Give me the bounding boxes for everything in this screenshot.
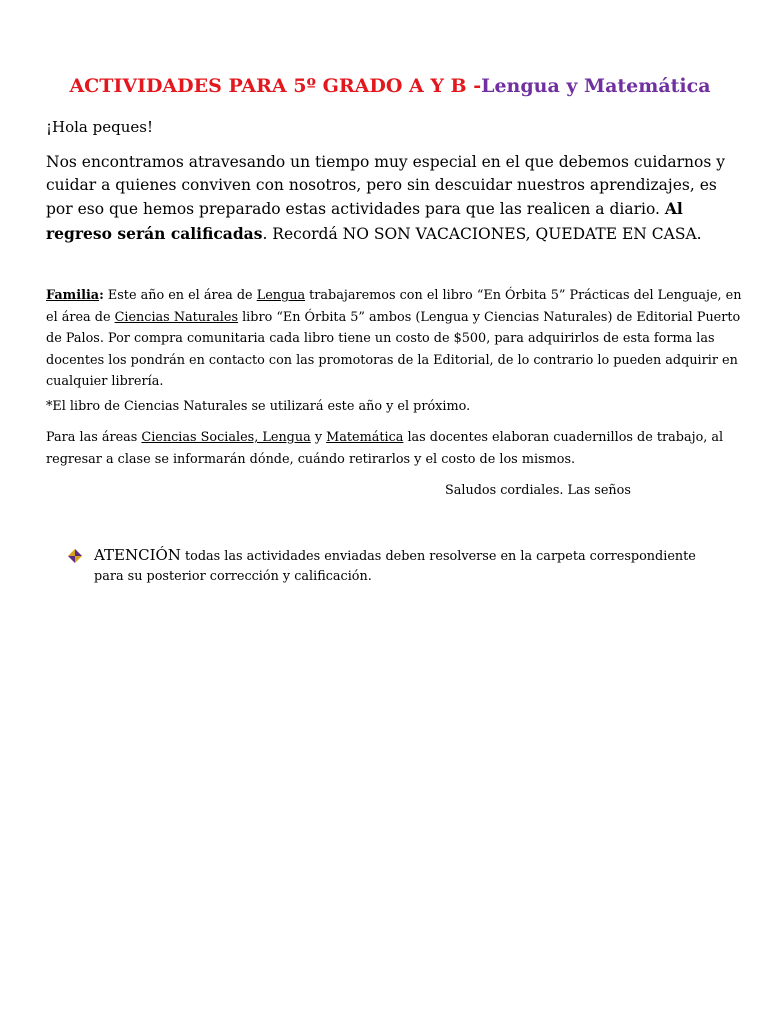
areas-matematica: Matemática [326, 430, 404, 445]
note-paragraph: *El libro de Ciencias Naturales se utilizará este año y el próximo. [46, 399, 471, 414]
closing-signature: Saludos cordiales. Las seños [445, 483, 631, 498]
areas-y: y [310, 430, 327, 445]
intro-bold: Al regreso serán calificadas [46, 199, 683, 243]
areas-cs-lengua: Ciencias Sociales, Lengua [141, 430, 311, 445]
greeting: ¡Hola peques! [46, 118, 153, 136]
areas-paragraph [46, 427, 746, 470]
familia-colon: : [99, 288, 104, 303]
title-red-part: ACTIVIDADES PARA 5º GRADO A Y B - [69, 75, 482, 97]
attention-text-block [68, 545, 728, 587]
intro-paragraph [46, 151, 746, 246]
attention-note [68, 545, 728, 587]
areas-text-1: Para las áreas [46, 430, 142, 445]
familia-text-3: libro “En Órbita 5” ambos (Lengua y Ciencias Naturales) de Editorial Puerto de Palos. Por compra comunitaria cada libro tiene un costo de $500, para adquirirlos de esta forma las docentes los pondrán en contacto con las promotoras de la Editorial, de lo contrario lo pueden adquirir en cualquier librería. [46, 309, 741, 389]
intro-end: . Recordá NO SON VACACIONES, QUEDATE EN CASA. [262, 224, 702, 243]
diamond-bullet-icon [68, 549, 82, 563]
title-purple-part: Lengua y Matemática [481, 75, 711, 97]
areas-text-2: las docentes elaboran cuadernillos de trabajo, al regresar a clase se informarán dónde, cuándo retirarlos y el costo de los mismos. [46, 430, 724, 467]
familia-lengua: Lengua [256, 288, 306, 303]
familia-ciencias-naturales: Ciencias Naturales [114, 309, 239, 325]
page-title [0, 75, 768, 97]
intro-text: Nos encontramos atravesando un tiempo muy especial en el que debemos cuidarnos y cuidar a quienes conviven con nosotros, pero sin descuidar nuestros aprendizajes, es por eso que hemos preparado estas actividades para que las realicen a diario. [46, 153, 725, 219]
familia-label: Familia [46, 288, 100, 303]
attention-text: todas las actividades enviadas deben resolverse en la carpeta correspondiente para su posterior corrección y calificación. [94, 549, 696, 584]
attention-word: ATENCIÓN [94, 546, 181, 564]
familia-text-1: Este año en el área de [103, 288, 257, 303]
familia-paragraph [46, 285, 746, 393]
familia-text-2: trabajaremos con el libro “En Órbita 5” Prácticas del Lenguaje, en el área de [46, 288, 742, 325]
